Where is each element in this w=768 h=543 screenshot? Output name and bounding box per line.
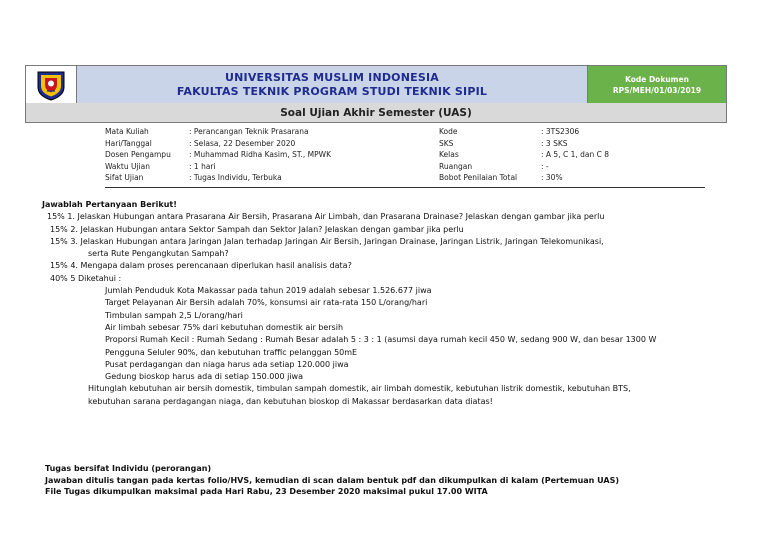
question-line: 15% 2. Jelaskan Hubungan antara Sektor Sampah dan Sektor Jalan? Jelaskan dengan gambar jika perlu — [50, 224, 464, 234]
info-label: Hari/Tanggal — [105, 138, 152, 148]
exam-info-table — [105, 126, 705, 184]
question-line: 15% 3. Jelaskan Hubungan antara Jaringan Jalan terhadap Jaringan Air Bersih, Jaringan Drainase, Jaringan Listrik, Jaringan Telekomunikasi, — [50, 236, 604, 246]
info-label: SKS — [439, 138, 454, 148]
footer-notes — [45, 463, 745, 498]
logo-cell — [26, 66, 77, 104]
info-label: Ruangan — [439, 161, 473, 171]
info-label: Sifat Ujian — [105, 173, 144, 182]
question-line: 15% 4. Mengapa dalam proses perencanaan diperlukan hasil analisis data? — [50, 261, 352, 271]
info-row — [105, 172, 705, 184]
info-value: : 3TS2306 — [541, 127, 580, 136]
instructions-heading: Jawablah Pertanyaan Berikut! — [42, 200, 177, 209]
info-row — [105, 138, 705, 150]
question-line: kebutuhan sarana perdagangan niaga, dan kebutuhan bioskop di Makassar berdasarkan data diatas! — [88, 396, 493, 406]
university-logo-icon — [36, 69, 66, 101]
question-line: Pusat perdagangan dan niaga harus ada setiap 120.000 jiwa — [105, 359, 349, 369]
question-line: Proporsi Rumah Kecil : Rumah Sedang : Rumah Besar adalah 5 : 3 : 1 (asumsi daya rumah kecil 450 W, sedang 900 W, dan besar 1300 W — [105, 335, 657, 345]
info-value: : Selasa, 22 Desember 2020 — [189, 138, 296, 148]
info-label: Dosen Pengampu — [105, 150, 171, 159]
exam-title: Soal Ujian Akhir Semester (UAS) — [25, 103, 727, 123]
info-label: Bobot Penilaian Total — [439, 173, 518, 182]
info-value: : 3 SKS — [541, 138, 568, 148]
info-label: Waktu Ujian — [105, 161, 150, 171]
question-line: Gedung bioskop harus ada di setiap 150.000 jiwa — [105, 372, 303, 382]
question-line: Jumlah Penduduk Kota Makassar pada tahun 2019 adalah sebesar 1.526.677 jiwa — [105, 286, 432, 296]
info-label: Kelas — [439, 150, 459, 159]
question-line: 15% 1. Jelaskan Hubungan antara Prasarana Air Bersih, Prasarana Air Limbah, dan Prasarana Drainase? Jelaskan dengan gambar jika perlu — [47, 212, 605, 222]
info-label: Kode — [439, 127, 458, 136]
question-line: Air limbah sebesar 75% dari kebutuhan domestik air bersih — [105, 322, 344, 332]
info-value: : 1 hari — [189, 161, 216, 171]
info-row — [105, 161, 705, 173]
info-value: : 30% — [541, 173, 563, 182]
question-line: Target Pelayanan Air Bersih adalah 70%, konsumsi air rata-rata 150 L/orang/hari — [105, 298, 428, 308]
university-title-cell — [77, 66, 588, 104]
info-label: Mata Kuliah — [105, 127, 149, 136]
info-value: : - — [541, 161, 549, 171]
footer-note: File Tugas dikumpulkan maksimal pada Hari Rabu, 23 Desember 2020 maksimal pukul 17.00 WITA — [45, 487, 488, 496]
document-code-label: Kode Dokumen — [625, 75, 689, 84]
info-value: : A 5, C 1, dan C 8 — [541, 150, 610, 159]
questions-section — [42, 199, 742, 408]
info-row — [105, 149, 705, 161]
question-line: Pengguna Seluler 90%, dan kebutuhan traffic pelanggan 50mE — [105, 347, 358, 357]
university-name: UNIVERSITAS MUSLIM INDONESIA — [225, 71, 439, 84]
question-line: Hitunglah kebutuhan air bersih domestik, timbulan sampah domestik, air limbah domestik, kebutuhan listrik domestik, kebutuhan BTS, — [88, 384, 631, 394]
divider — [105, 187, 705, 188]
document-header — [25, 65, 727, 105]
info-value: : Muhammad Ridha Kasim, ST., MPWK — [189, 150, 332, 159]
question-line: serta Rute Pengangkutan Sampah? — [88, 249, 229, 259]
footer-note: Tugas bersifat Individu (perorangan) — [45, 464, 212, 473]
document-code: RPS/MEH/01/03/2019 — [612, 86, 702, 95]
question-line: Timbulan sampah 2,5 L/orang/hari — [105, 310, 243, 320]
question-line: 40% 5 Diketahui : — [50, 273, 122, 283]
faculty-name: FAKULTAS TEKNIK PROGRAM STUDI TEKNIK SIPIL — [176, 85, 488, 98]
footer-note: Jawaban ditulis tangan pada kertas folio/HVS, kemudian di scan dalam bentuk pdf dan dikumpulkan di kalam (Pertemuan UAS) — [45, 475, 620, 485]
info-row — [105, 126, 705, 138]
document-code-cell — [588, 66, 726, 104]
info-value: : Tugas Individu, Terbuka — [189, 173, 282, 182]
info-value: : Perancangan Teknik Prasarana — [189, 127, 309, 136]
